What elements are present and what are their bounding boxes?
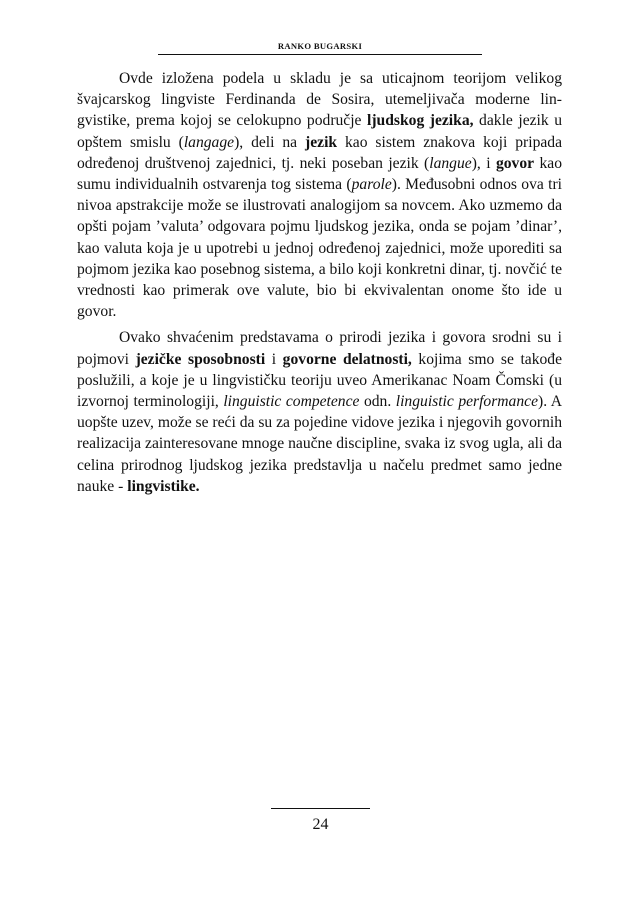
paragraph-2-text: kojima smo se takođe poslužili, a koje je u lingvističku teoriju uveo Amerikanac Noam Čomski (u izvornoj terminologiji, bbox=[77, 350, 563, 411]
term-linguistic-performance: linguistic performance bbox=[395, 393, 538, 411]
paragraph-1-text: dakle jezik u opštem smislu ( bbox=[77, 112, 562, 151]
running-head: RANKO BUGARSKI bbox=[277, 41, 363, 51]
term-langue: langue bbox=[429, 154, 472, 172]
paragraph-1-text: ), deli na bbox=[234, 133, 306, 151]
paragraph-1-text: Ovde izložena podela u skladu je sa uticajnom teorijom velikog švajcarskog lingviste Ferdinanda de Sosira, utemeljivača moderne lingvistike, prema kojoj se celokupno područje bbox=[77, 70, 562, 130]
term-langage: langage bbox=[183, 133, 235, 151]
term-ljudskog-jezika: ljudskog jezika, bbox=[367, 112, 474, 130]
paragraph-2-text: i bbox=[265, 350, 283, 368]
paragraph-2-text: odn. bbox=[359, 393, 396, 411]
term-parole: parole bbox=[351, 176, 392, 194]
term-jezik: jezik bbox=[305, 133, 338, 151]
term-linguistic-competence: linguistic competence bbox=[223, 393, 360, 411]
term-lingvistike: lingvistike. bbox=[127, 477, 200, 495]
footer-rule bbox=[271, 808, 370, 809]
paragraph-2-text: Ovako shvaćenim predstavama o prirodi jezika i govora srodni su i pojmovi bbox=[77, 329, 562, 368]
paragraph-1-text: kao sumu individualnih ostvarenja tog sistema ( bbox=[77, 154, 562, 194]
header-rule bbox=[158, 54, 482, 55]
paragraph-2-text: ). A uopšte uzev, može se reći da su za pojedine vidove jezika i njegovih govornih realizacija zainteresovane mnoge naučne discipline, svaka iz svog ugla, ali da celina prirodnog ljudskog jezika predstavlja u načelu predmet samo jedne nauke - bbox=[77, 393, 562, 495]
body-text bbox=[77, 68, 562, 502]
paragraph-1 bbox=[77, 68, 562, 322]
term-jezicke-sposobnosti: jezičke sposobnosti bbox=[135, 350, 266, 368]
paragraph-1-text: kao sistem znakova koji pripada određenoj društvenoj zajednici, tj. neki poseban jezik ( bbox=[77, 133, 563, 172]
paragraph-2 bbox=[77, 327, 562, 497]
paragraph-1-text: ), i bbox=[471, 154, 496, 172]
page-number: 24 bbox=[312, 816, 329, 833]
term-govorne-delatnosti: govorne delatnosti, bbox=[282, 350, 412, 368]
term-govor: govor bbox=[495, 154, 535, 172]
paragraph-1-text: ). Međusobni odnos ova tri nivoa apstrakcije može se ilustrovati analogijom sa novcem. Ako uzmemo da opšti pojam ’valuta’ odgovara pojmu ljudskog jezika, onda se pojam ’dinar’, kao valuta koja je u upotrebi u jednoj određenoj zajednici, može uporediti sa pojmom jezika kao posebnog sistema, a bilo koji konkretni dinar, tj. novčić te vrednosti kao primerak ove valute, bio bi ekvivalentan onome što ide u govor. bbox=[77, 176, 562, 321]
